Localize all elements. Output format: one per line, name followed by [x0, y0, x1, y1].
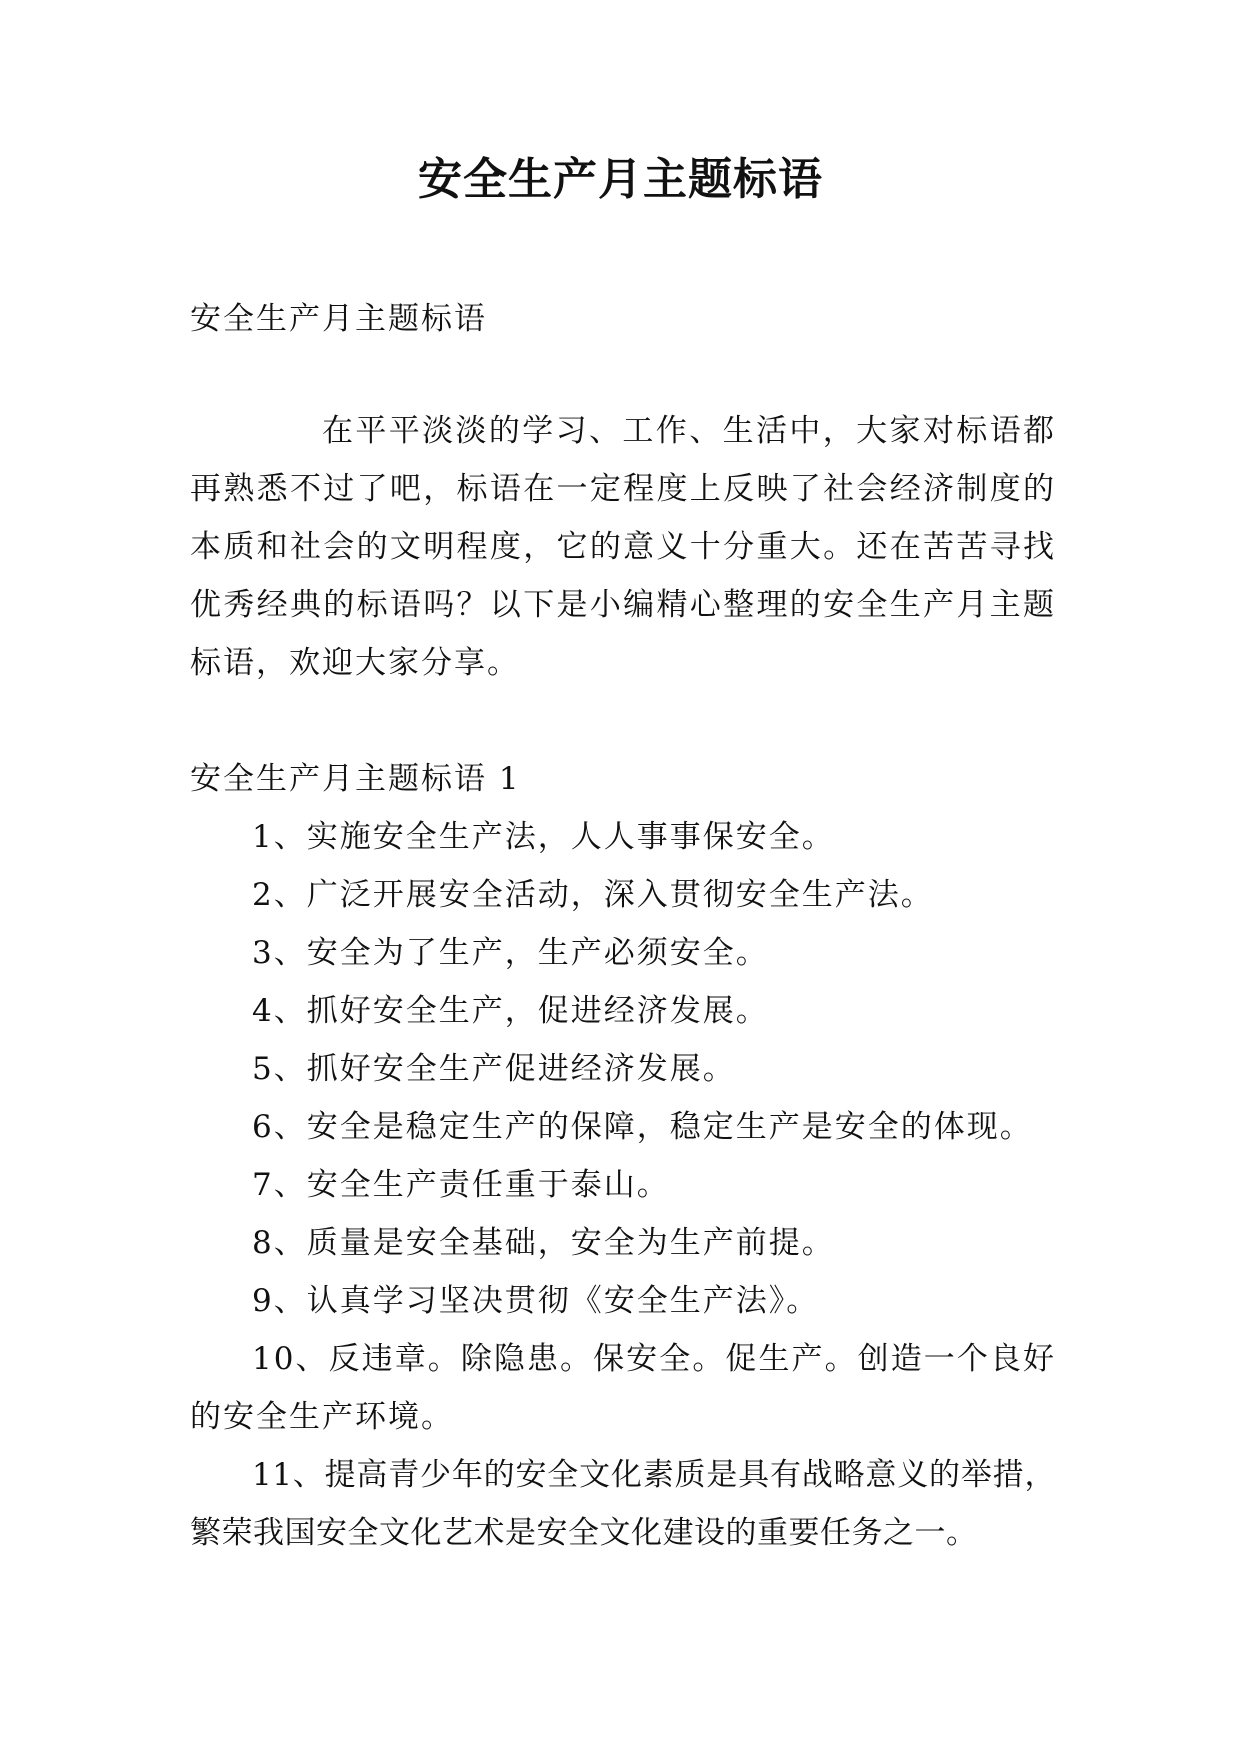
- slogan-list: [190, 808, 1056, 1562]
- slogan-item: 7、安全生产责任重于泰山。: [252, 1167, 670, 1203]
- slogan-item: 8、质量是安全基础，安全为生产前提。: [252, 1225, 835, 1261]
- slogan-item: 3、安全为了生产，生产必须安全。: [252, 935, 769, 971]
- slogan-item: 5、抓好安全生产促进经济发展。: [252, 1051, 736, 1087]
- document-subtitle: 安全生产月主题标语: [190, 301, 487, 337]
- slogan-item: 2、广泛开展安全活动，深入贯彻安全生产法。: [252, 877, 934, 913]
- document-title: 安全生产月主题标语: [418, 154, 823, 205]
- slogan-item: 9、认真学习坚决贯彻《安全生产法》。: [252, 1283, 820, 1319]
- slogan-item: 11、提高青少年的安全文化素质是具有战略意义的举措，繁荣我国安全文化艺术是安全文化建设的重要任务之一。: [190, 1457, 1056, 1551]
- slogan-item: 6、安全是稳定生产的保障，稳定生产是安全的体现。: [252, 1109, 1033, 1145]
- slogan-item: 1、实施安全生产法，人人事事保安全。: [252, 819, 835, 855]
- slogan-item: 10、反违章。除隐患。保安全。促生产。创造一个良好的安全生产环境。: [190, 1341, 1056, 1435]
- slogan-item: 4、抓好安全生产，促进经济发展。: [252, 993, 769, 1029]
- intro-paragraph: 在平平淡淡的学习、工作、生活中，大家对标语都再熟悉不过了吧，标语在一定程度上反映了社会经济制度的本质和社会的文明程度，它的意义十分重大。还在苦苦寻找优秀经典的标语吗？以下是小编精心整理的安全生产月主题标语，欢迎大家分享。: [190, 413, 1056, 681]
- section-heading: 安全生产月主题标语 1: [190, 761, 521, 797]
